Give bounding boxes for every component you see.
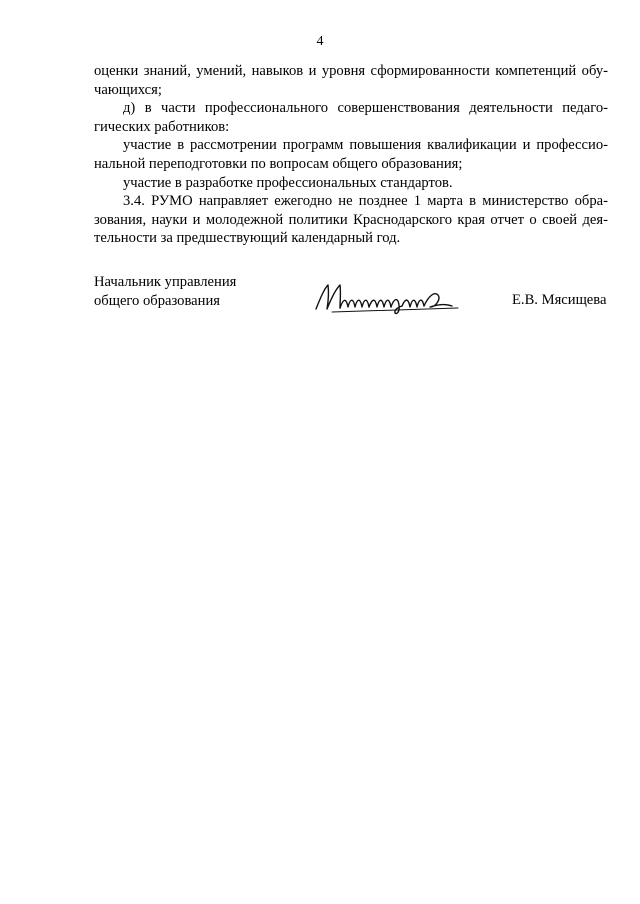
paragraph-1: оценки знаний, умений, навыков и уровня сформированности компетенций обучающихся; (94, 63, 608, 98)
handwritten-signature (312, 277, 462, 317)
signatory-position (94, 273, 236, 310)
signatory-position-line1: Начальник управления (94, 274, 237, 290)
signature-block (94, 273, 614, 317)
paragraph-5: 3.4. РУМО направляет ежегодно не позднее 1 марта в министерство образования, науки и молодежной политики Краснодарского края отчет о своей деятельности за предшествующий календарный год. (94, 193, 608, 247)
paragraph-4: участие в разработке профессиональных стандартов. (123, 174, 453, 191)
paragraph-2: д) в части профессионального совершенствования деятельности педагогических работников: (94, 100, 608, 135)
signatory-position-line2: общего образования (94, 292, 220, 309)
paragraph-3: участие в рассмотрении программ повышения квалификации и профессиональной переподготовки по вопросам общего образования; (94, 137, 608, 172)
page-number: 4 (316, 34, 324, 49)
body-text (94, 62, 608, 248)
signatory-name: Е.В. Мясищева (512, 292, 607, 308)
